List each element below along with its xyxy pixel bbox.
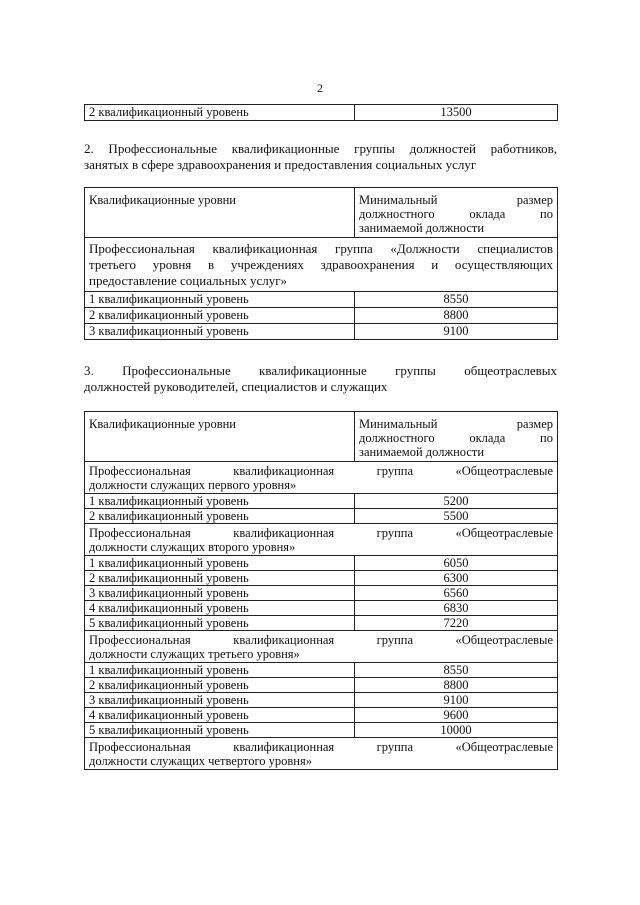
group-cell <box>85 462 558 494</box>
group-row <box>85 738 558 770</box>
salary-cell: 13500 <box>355 105 558 121</box>
table-row <box>85 678 558 693</box>
salary-cell: 8550 <box>355 663 558 678</box>
salary-cell: 6560 <box>355 586 558 601</box>
header-line: должностного оклада по <box>359 207 553 221</box>
table-row <box>85 571 558 586</box>
section-2-heading <box>84 141 557 173</box>
group-line: Профессиональная квалификационная группа «Общеотраслевые <box>89 740 553 754</box>
table-row <box>85 586 558 601</box>
header-line: занимаемой должности <box>359 221 485 235</box>
page-number: 2 <box>317 81 323 95</box>
table-row <box>85 105 558 121</box>
group-cell <box>85 631 558 663</box>
group-line: предоставление социальных услуг» <box>89 273 288 288</box>
level-cell: 2 квалификационный уровень <box>85 509 355 524</box>
header-levels-cell: Квалификационные уровни <box>85 188 355 238</box>
header-line: Минимальный размер <box>359 193 553 207</box>
level-cell: 2 квалификационный уровень <box>85 105 355 121</box>
level-cell: 3 квалификационный уровень <box>85 586 355 601</box>
header-line: должностного оклада по <box>359 431 553 445</box>
heading-line: должностей руководителей, специалистов и служащих <box>84 379 388 394</box>
level-cell: 1 квалификационный уровень <box>85 663 355 678</box>
salary-cell: 9100 <box>355 324 558 340</box>
section-2-table <box>84 187 558 340</box>
table-row <box>85 324 558 340</box>
carryover-table <box>84 104 558 121</box>
group-row <box>85 462 558 494</box>
salary-cell: 9100 <box>355 693 558 708</box>
section-3-table <box>84 411 558 770</box>
level-cell: 2 квалификационный уровень <box>85 571 355 586</box>
heading-line: занятых в сфере здравоохранения и предоставления социальных услуг <box>84 157 477 172</box>
salary-cell: 7220 <box>355 616 558 631</box>
header-salary-cell <box>355 412 558 462</box>
group-row <box>85 524 558 556</box>
salary-cell: 10000 <box>355 723 558 738</box>
table-row <box>85 616 558 631</box>
level-cell: 3 квалификационный уровень <box>85 324 355 340</box>
group-line: должности служащих третьего уровня» <box>89 647 300 661</box>
table-row <box>85 708 558 723</box>
table-row <box>85 723 558 738</box>
table-row <box>85 494 558 509</box>
table-row <box>85 601 558 616</box>
group-line: Профессиональная квалификационная группа «Общеотраслевые <box>89 464 553 478</box>
group-line: должности служащих первого уровня» <box>89 478 297 492</box>
table-header-row <box>85 188 558 238</box>
group-line: Профессиональная квалификационная группа «Общеотраслевые <box>89 633 553 647</box>
group-cell <box>85 738 558 770</box>
group-row <box>85 238 558 292</box>
group-cell <box>85 238 558 292</box>
level-cell: 2 квалификационный уровень <box>85 308 355 324</box>
table-row <box>85 663 558 678</box>
heading-line: 2. Профессиональные квалификационные группы должностей работников, <box>84 141 557 156</box>
group-line: Профессиональная квалификационная группа «Должности специалистов <box>89 241 553 256</box>
group-row <box>85 631 558 663</box>
salary-cell: 8800 <box>355 308 558 324</box>
salary-cell: 8550 <box>355 292 558 308</box>
salary-cell: 5500 <box>355 509 558 524</box>
salary-cell: 5200 <box>355 494 558 509</box>
level-cell: 5 квалификационный уровень <box>85 723 355 738</box>
salary-cell: 6050 <box>355 556 558 571</box>
header-line: занимаемой должности <box>359 445 485 459</box>
level-cell: 1 квалификационный уровень <box>85 556 355 571</box>
salary-cell: 8800 <box>355 678 558 693</box>
heading-line: 3. Профессиональные квалификационные группы общеотраслевых <box>84 363 557 378</box>
level-cell: 2 квалификационный уровень <box>85 678 355 693</box>
level-cell: 4 квалификационный уровень <box>85 601 355 616</box>
group-cell <box>85 524 558 556</box>
group-line: третьего уровня в учреждениях здравоохранения и осуществляющих <box>89 257 553 272</box>
group-line: должности служащих второго уровня» <box>89 540 296 554</box>
level-cell: 3 квалификационный уровень <box>85 693 355 708</box>
level-cell: 5 квалификационный уровень <box>85 616 355 631</box>
salary-cell: 9600 <box>355 708 558 723</box>
table-row <box>85 509 558 524</box>
table-row <box>85 292 558 308</box>
table-header-row <box>85 412 558 462</box>
header-salary-cell <box>355 188 558 238</box>
salary-cell: 6830 <box>355 601 558 616</box>
level-cell: 4 квалификационный уровень <box>85 708 355 723</box>
group-line: Профессиональная квалификационная группа «Общеотраслевые <box>89 526 553 540</box>
section-3-heading <box>84 363 557 395</box>
table-row <box>85 556 558 571</box>
level-cell: 1 квалификационный уровень <box>85 292 355 308</box>
table-row <box>85 693 558 708</box>
group-line: должности служащих четвертого уровня» <box>89 754 312 768</box>
level-cell: 1 квалификационный уровень <box>85 494 355 509</box>
table-row <box>85 308 558 324</box>
salary-cell: 6300 <box>355 571 558 586</box>
header-line: Минимальный размер <box>359 417 553 431</box>
header-levels-cell: Квалификационные уровни <box>85 412 355 462</box>
